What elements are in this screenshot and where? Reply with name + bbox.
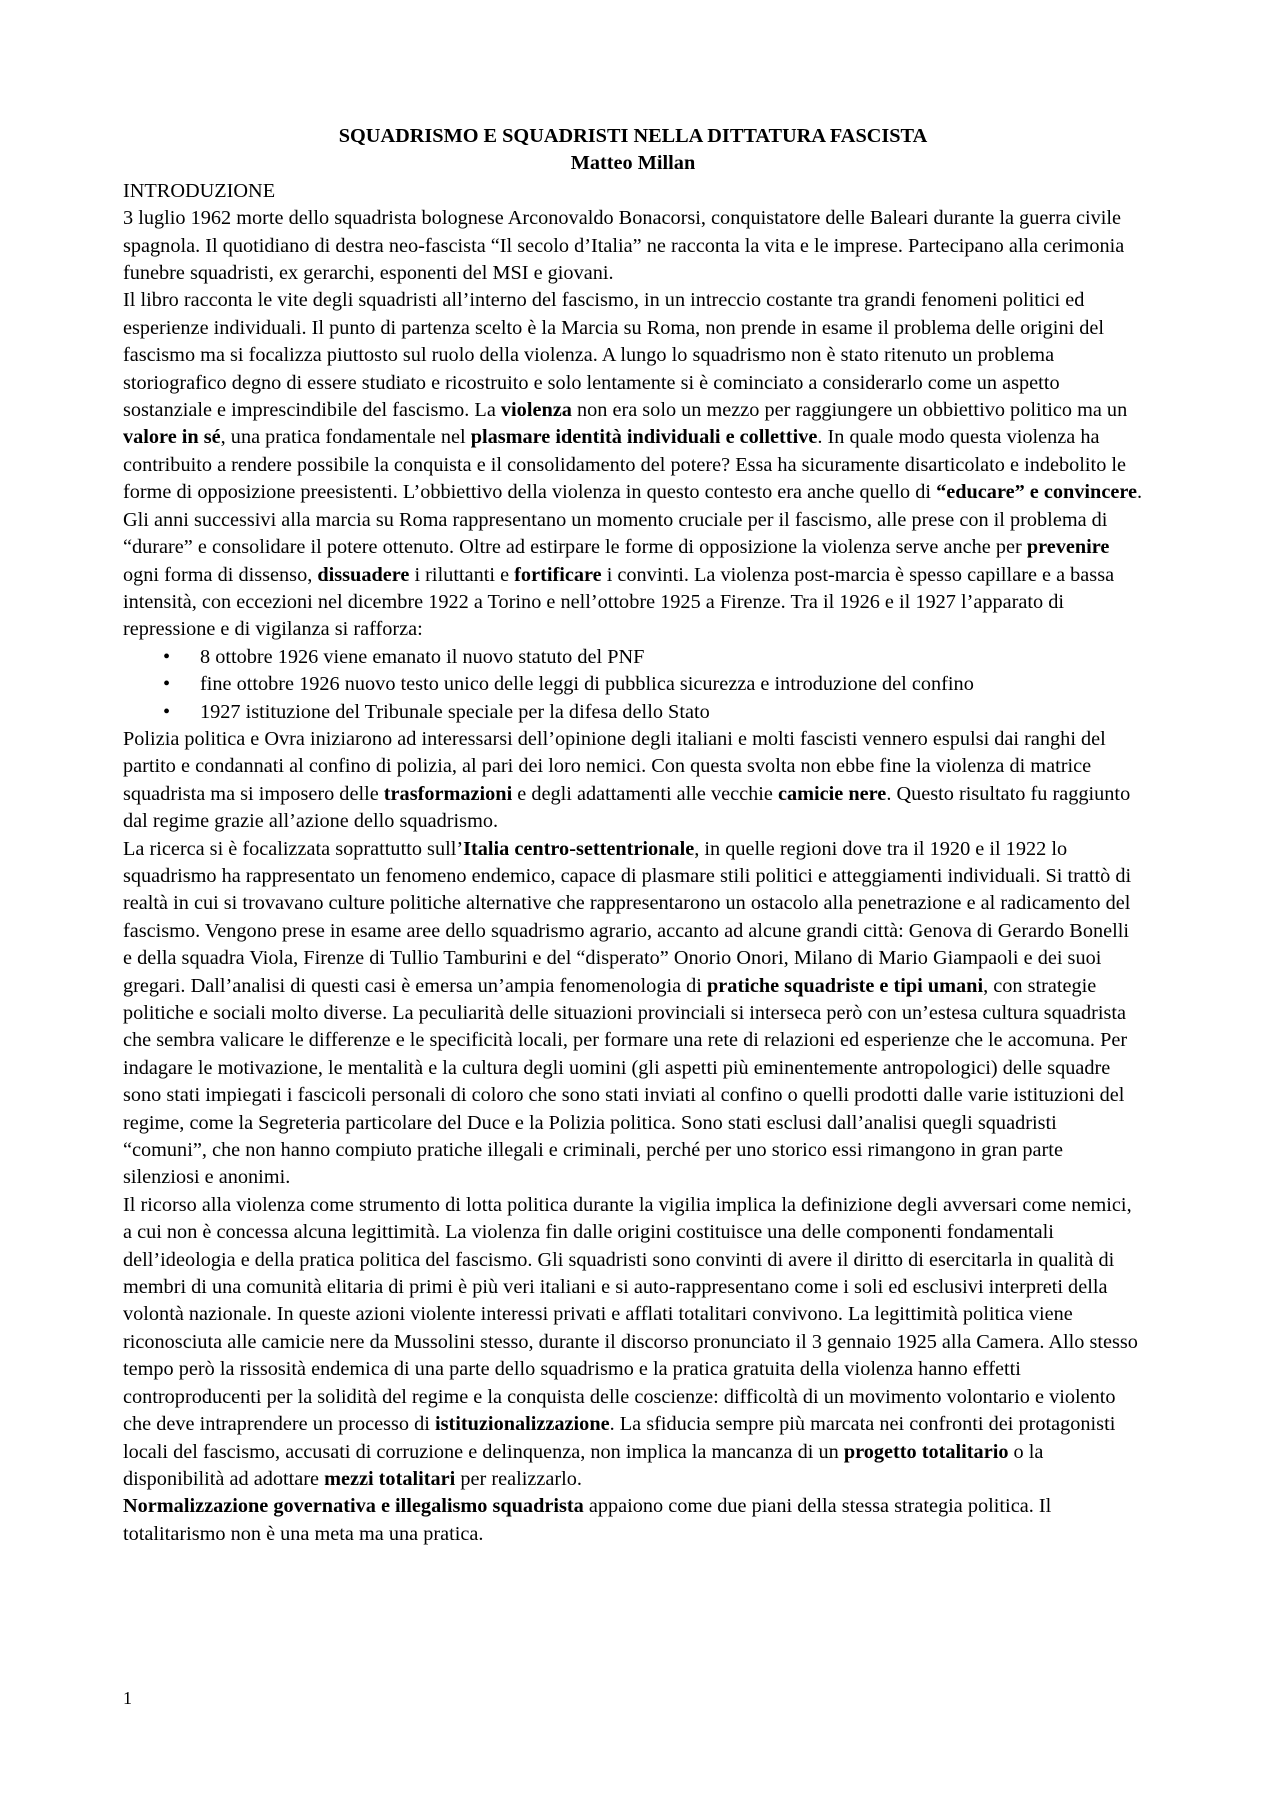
text-run: o la disponibilità ad adottare (123, 1440, 1044, 1490)
paragraph (123, 1493, 1143, 1548)
text-run: Il ricorso alla violenza come strumento di lotta politica durante la vigilia implica la definizione degli avversari come nemici, a cui non è concessa alcuna legittimità. La violenza fin dalle origini costituisce una delle componenti fondamentali dell’ideologia e della pratica politica del fascismo. Gli squadristi sono convinti di avere il diritto di esercitarla in qualità di membri di una comunità elitaria di primi è più veri italiani e si auto-rappresentano come i soli ed esclusivi interpreti della volontà nazionale. In queste azioni violente interessi privati e afflati totalitari convivono. La legittimità politica viene riconosciuta alle camicie nere da Mussolini stesso, durante il discorso pronunciato il 3 gennaio 1925 alla Camera. Allo stesso tempo però la rissosità endemica di una parte dello squadrismo e la pratica gratuita della violenza hanno effetti controproducenti per la solidità del regime e la conquista delle coscienze: difficoltà di un movimento volontario e violento che deve intraprendere un processo di (123, 1193, 1138, 1436)
text-run: . Questo risultato fu raggiunto dal regime grazie all’azione dello squadrismo. (123, 782, 1131, 833)
bold-text: pratiche squadriste e tipi umani (707, 974, 984, 997)
text-run: Il libro racconta le vite degli squadristi all’interno del fascismo, in un intreccio costante tra grandi fenomeni politici ed esperienze individuali. Il punto di partenza scelto è la Marcia su Roma, non prende in esame il problema delle origini del fascismo ma si focalizza piuttosto sul ruolo della violenza. A lungo lo squadrismo non è stato ritenuto un problema storiografico degno di essere studiato e ricostruito e solo lentamente si è cominciato a considerarlo come un aspetto sostanziale e imprescindibile del fascismo. La (123, 289, 1105, 422)
paragraph (123, 205, 1143, 287)
bullet-icon: • (163, 645, 171, 668)
section-heading: INTRODUZIONE (123, 179, 276, 202)
bold-text: plasmare identità individuali e collettive (470, 426, 818, 449)
bold-text: violenza (500, 399, 572, 422)
text-run: Polizia politica e Ovra iniziarono ad interessarsi dell’opinione degli italiani e molti fascisti vennero espulsi dai ranghi del partito e condannati al confino di polizia, al pari dei loro nemici. Con questa svolta non ebbe fine la violenza di matrice squadrista ma si imposero delle (123, 727, 1106, 805)
bold-text: trasformazioni (383, 782, 513, 805)
paragraph (123, 1192, 1143, 1493)
text-run: appaiono come due piani della stessa strategia politica. Il totalitarismo non è una meta ma una pratica. (123, 1495, 1052, 1545)
text-run: 3 luglio 1962 morte dello squadrista bolognese Arconovaldo Bonacorsi, conquistatore delle Baleari durante la guerra civile spagnola. Il quotidiano di destra neo-fascista “Il secolo d’Italia” ne racconta la vita e le imprese. Partecipano alla cerimonia funebre squadristi, ex gerarchi, esponenti del MSI e giovani. (123, 207, 1125, 285)
bold-text: mezzi totalitari (324, 1467, 456, 1490)
document-author: Matteo Millan (570, 152, 696, 175)
bold-text: Italia centro-settentrionale (463, 837, 695, 860)
bold-text: “educare” e convincere (936, 481, 1137, 504)
text-run: per realizzarlo. (455, 1467, 582, 1490)
list-item (123, 671, 1143, 698)
text-run: i convinti. La violenza post-marcia è spesso capillare e a bassa intensità, con eccezioni nel dicembre 1922 a Torino e nell’ottobre 1925 a Firenze. Tra il 1926 e il 1927 l’apparato di repressione e di vigilanza si rafforza: (123, 563, 1115, 641)
bold-text: progetto totalitario (843, 1440, 1009, 1463)
paragraph (123, 287, 1143, 643)
text-run: , una pratica fondamentale nel (220, 426, 471, 449)
text-run: ogni forma di dissenso, (123, 563, 318, 586)
text-run: , con strategie politiche e sociali molto diverse. La peculiarità delle situazioni provinciali si interseca però con un’estesa cultura squadrista che sembra valicare le differenze e le specificità locali, per formare una rete di relazioni ed esperienze che le accomuna. Per indagare le motivazione, le mentalità e la cultura degli uomini (gli aspetti più eminentemente antropologici) delle squadre sono stati impiegati i fascicoli personali di coloro che sono stati inviati al confino o quelli prodotti dalle varie istituzioni del regime, come la Segreteria particolare del Duce e la Polizia politica. Sono stati esclusi dall’analisi quegli squadristi “comuni”, che non hanno compiuto pratiche illegali e criminali, perché per uno storico essi rimangono in gran parte silenziosi e anonimi. (123, 974, 1128, 1189)
bold-text: fortificare (514, 563, 602, 586)
text-run: e degli adattamenti alle vecchie (512, 782, 778, 805)
paragraph (123, 836, 1143, 1192)
page-number: 1 (123, 1688, 132, 1708)
list-item-text: 8 ottobre 1926 viene emanato il nuovo statuto del PNF (200, 645, 645, 668)
text-run: i riluttanti e (409, 563, 515, 586)
text-run: , in quelle regioni dove tra il 1920 e il 1922 lo squadrismo ha rappresentato un fenomeno endemico, capace di plasmare stili politici e atteggiamenti individuali. Si trattò di realtà in cui si trovavano culture politiche alternative che rappresentarono un ostacolo alla penetrazione e al radicamento del fascismo. Vengono prese in esame aree dello squadrismo agrario, accanto ad alcune grandi città: Genova di Gerardo Bonelli e della squadra Viola, Firenze di Tullio Tamburini e del “disperato” Onorio Onori, Milano di Mario Giampaoli e dei suoi gregari. Dall’analisi di questi casi è emersa un’ampia fenomenologia di (123, 837, 1132, 997)
text-run: non era solo un mezzo per raggiungere un obbiettivo politico ma un (571, 399, 1128, 422)
page-content (123, 123, 1143, 1548)
bold-text: dissuadere (317, 563, 410, 586)
text-run: . In quale modo questa violenza ha contribuito a rendere possibile la conquista e il consolidamento del potere? Essa ha sicuramente disarticolato e indebolito le forme di opposizione preesistenti. L’obbiettivo della violenza in questo contesto era anche quello di (123, 426, 1127, 504)
bold-text: valore in sé (123, 426, 221, 449)
body-text-after-list (123, 726, 1143, 1548)
text-run: . Gli anni successivi alla marcia su Roma rappresentano un momento cruciale per il fascismo, alle prese con il problema di “durare” e consolidare il potere ottenuto. Oltre ad estirpare le forme di opposizione la violenza serve anche per (123, 481, 1143, 559)
list-item (123, 644, 1143, 671)
list-item (123, 699, 1143, 726)
bold-text: prevenire (1026, 536, 1110, 559)
document-title: SQUADRISMO E SQUADRISTI NELLA DITTATURA FASCISTA (338, 125, 928, 147)
bold-text: camicie nere (778, 782, 887, 805)
list-item-text: 1927 istituzione del Tribunale speciale per la difesa dello Stato (200, 700, 710, 723)
bold-text: istituzionalizzazione (434, 1413, 610, 1436)
paragraph (123, 726, 1143, 836)
text-run: . La sfiducia sempre più marcata nei confronti dei protagonisti locali del fascismo, accusati di corruzione e delinquenza, non implica la mancanza di un (123, 1413, 1116, 1463)
list-item-text: fine ottobre 1926 nuovo testo unico delle leggi di pubblica sicurezza e introduzione del confino (200, 673, 974, 696)
bullet-list (123, 644, 1143, 726)
body-text-before-list (123, 205, 1143, 644)
bold-text: Normalizzazione governativa e illegalismo squadrista (123, 1495, 584, 1518)
bullet-icon: • (163, 673, 171, 696)
text-run: La ricerca si è focalizzata soprattutto sull’ (123, 837, 464, 860)
bullet-icon: • (163, 700, 171, 723)
